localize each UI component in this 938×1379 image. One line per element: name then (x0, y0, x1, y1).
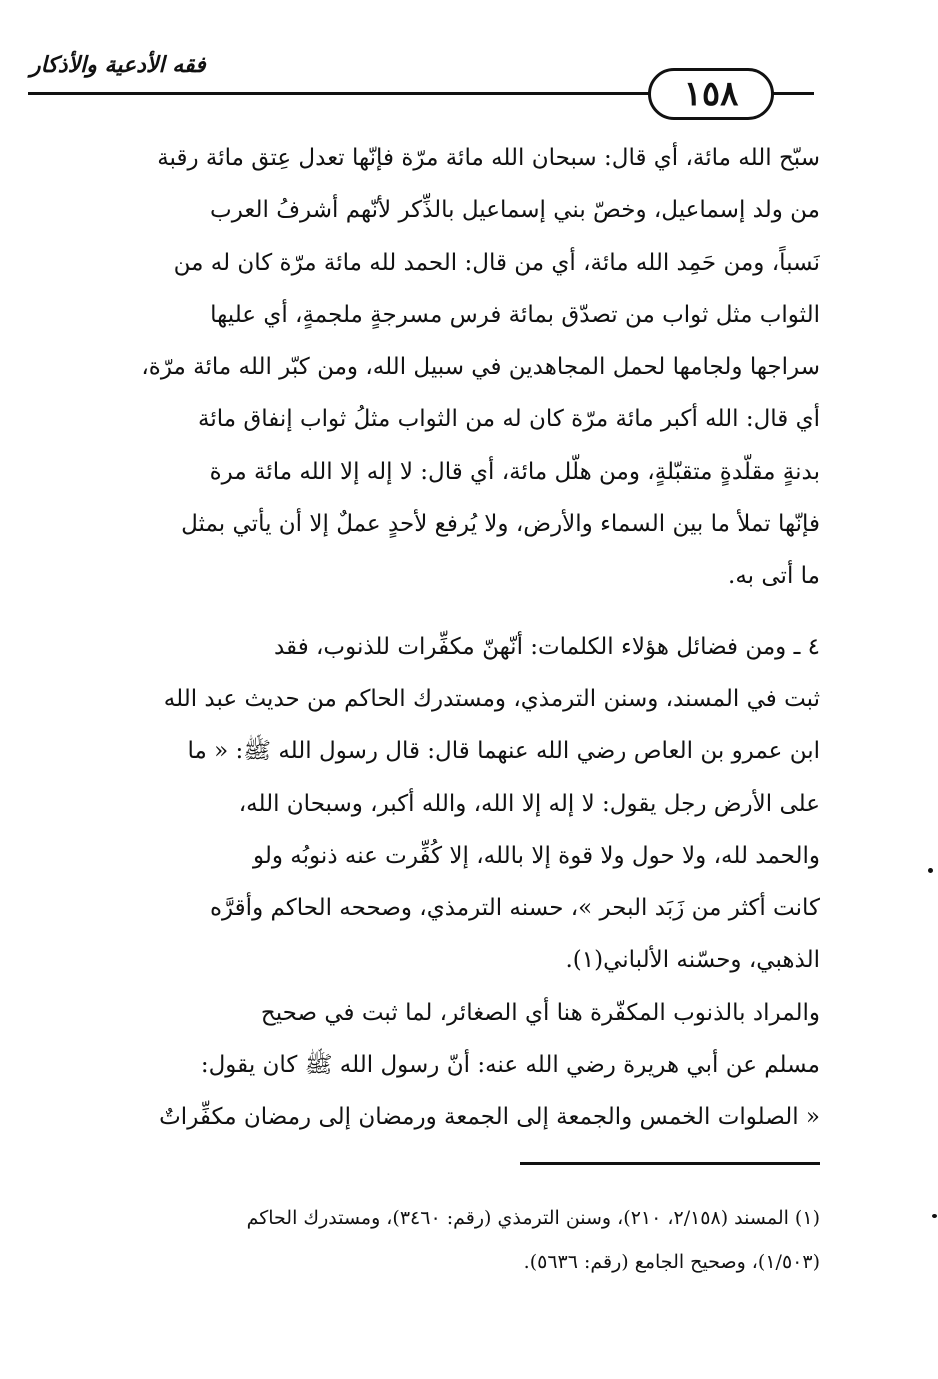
text-line: الثواب مثل ثواب من تصدّق بمائة فرس مسرجةٍ ملجمةٍ، أي عليها (210, 301, 820, 328)
text-line: نَسباً، ومن حَمِد الله مائة، أي من قال: الحمد لله مائة مرّة كان له من (173, 249, 820, 276)
text-line: والمراد بالذنوب المكفّرة هنا أي الصغائر، لما ثبت في صحيح (260, 999, 820, 1026)
text-line: فإنّها تملأ ما بين السماء والأرض، ولا يُرفع لأحدٍ عملٌ إلا أن يأتي بمثل (181, 511, 820, 538)
text-line: سبّح الله مائة، أي قال: سبحان الله مائة مرّة فإنّها تعدل عِتق مائة رقبة (157, 145, 820, 171)
text-line: سراجها ولجامها لحمل المجاهدين في سبيل الله، ومن كبّر الله مائة مرّة، (141, 354, 820, 381)
text-line: ما أتى به. (728, 563, 820, 590)
footnotes (60, 1196, 820, 1284)
page-number-badge (648, 68, 774, 120)
text-line: مسلم عن أبي هريرة رضي الله عنه: أنّ رسول الله ﷺ كان يقول: (200, 1052, 820, 1079)
text-line: على الأرض رجل يقول: لا إله إلا الله، والله أكبر، وسبحان الله، (238, 790, 820, 817)
text-line: أي قال: الله أكبر مائة مرّة كان له من الثواب مثلُ ثواب إنفاق مائة (198, 406, 820, 433)
text-line: بدنةٍ مقلّدةٍ متقبّلةٍ، ومن هلّل مائة، أي قال: لا إله إلا الله مائة مرة (209, 458, 820, 485)
text-line: كانت أكثر من زَبَد البحر »، حسنه الترمذي، وصححه الحاكم وأقرَّه (209, 895, 820, 922)
paragraph-gap (56, 603, 820, 621)
margin-speck (928, 868, 933, 873)
footnote-line: (١/٥٠٣)، وصحيح الجامع (رقم: ٥٦٣٦). (523, 1251, 820, 1273)
body-text (56, 132, 820, 1144)
page-number: ١٥٨ (683, 74, 739, 114)
margin-speck (932, 1214, 937, 1218)
text-line: ٤ ـ ومن فضائل هؤلاء الكلمات: أنّهنّ مكفِّرات للذنوب، فقد (273, 633, 820, 660)
text-line: من ولد إسماعيل، وخصّ بني إسماعيل بالذِّكر لأنّهم أشرفُ العرب (210, 197, 820, 224)
text-line: الذهبي، وحسّنه الألباني(١). (565, 947, 820, 974)
footnote-rule (520, 1162, 820, 1165)
running-title: فقه الأدعية والأذكار (30, 52, 206, 78)
text-line: والحمد لله، ولا حول ولا قوة إلا بالله، إلا كُفِّرت عنه ذنوبُه ولو (253, 842, 820, 869)
text-line: ثبت في المسند، وسنن الترمذي، ومستدرك الحاكم من حديث عبد الله (163, 685, 820, 712)
text-line: ابن عمرو بن العاص رضي الله عنهما قال: قال رسول الله ﷺ: « ما (187, 738, 820, 765)
text-line: « الصلوات الخمس والجمعة إلى الجمعة ورمضان إلى رمضان مكفِّراتٌ (159, 1104, 820, 1131)
footnote-line: (١) المسند (٢/١٥٨، ٢١٠)، وسنن الترمذي (رقم: ٣٤٦٠)، ومستدرك الحاكم (246, 1207, 820, 1229)
